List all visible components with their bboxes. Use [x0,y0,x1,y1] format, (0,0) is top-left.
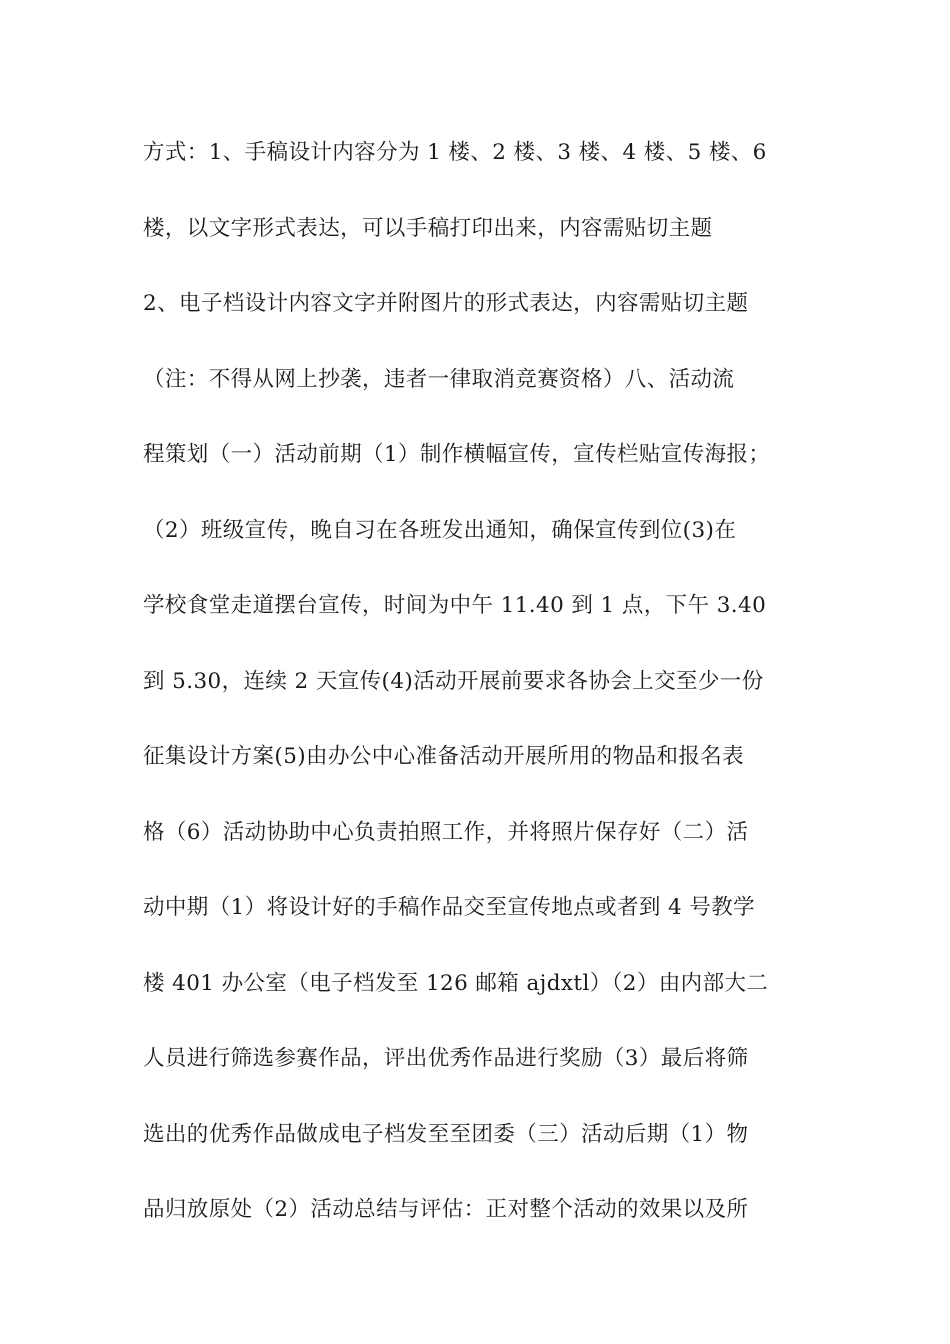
text-line-4: （注：不得从网上抄袭，违者一律取消竞赛资格）八、活动流 [143,366,735,392]
text-line-14: 选出的优秀作品做成电子档发至至团委（三）活动后期（1）物 [143,1121,749,1147]
text-line-2: 楼，以文字形式表达，可以手稿打印出来，内容需贴切主题 [143,215,713,241]
text-line-8: 到 5.30，连续 2 天宣传(4)活动开展前要求各协会上交至少一份 [143,668,764,694]
text-line-12: 楼 401 办公室（电子档发至 126 邮箱 ajdxtl）（2）由内部大二 [143,970,769,996]
text-line-5: 程策划（一）活动前期（1）制作横幅宣传，宣传栏贴宣传海报； [143,442,771,467]
text-line-10: 格（6）活动协助中心负责拍照工作，并将照片保存好（二）活 [143,819,749,845]
text-line-11: 动中期（1）将设计好的手稿作品交至宣传地点或者到 4 号教学 [143,895,756,920]
text-line-6: （2）班级宣传，晚自习在各班发出通知，确保宣传到位(3)在 [143,517,737,543]
text-line-9: 征集设计方案(5)由办公中心准备活动开展所用的物品和报名表 [143,744,745,769]
text-line-1: 方式：1、手稿设计内容分为 1 楼、2 楼、3 楼、4 楼、5 楼、6 [143,140,767,165]
text-line-15: 品归放原处（2）活动总结与评估：正对整个活动的效果以及所 [143,1197,749,1222]
body-text [143,131,813,1264]
text-line-13: 人员进行筛选参赛作品，评出优秀作品进行奖励（3）最后将筛 [143,1046,749,1071]
text-line-7: 学校食堂走道摆台宣传，时间为中午 11.40 到 1 点，下午 3.40 [143,593,767,618]
text-line-3: 2、电子档设计内容文字并附图片的形式表达，内容需贴切主题 [143,291,749,316]
